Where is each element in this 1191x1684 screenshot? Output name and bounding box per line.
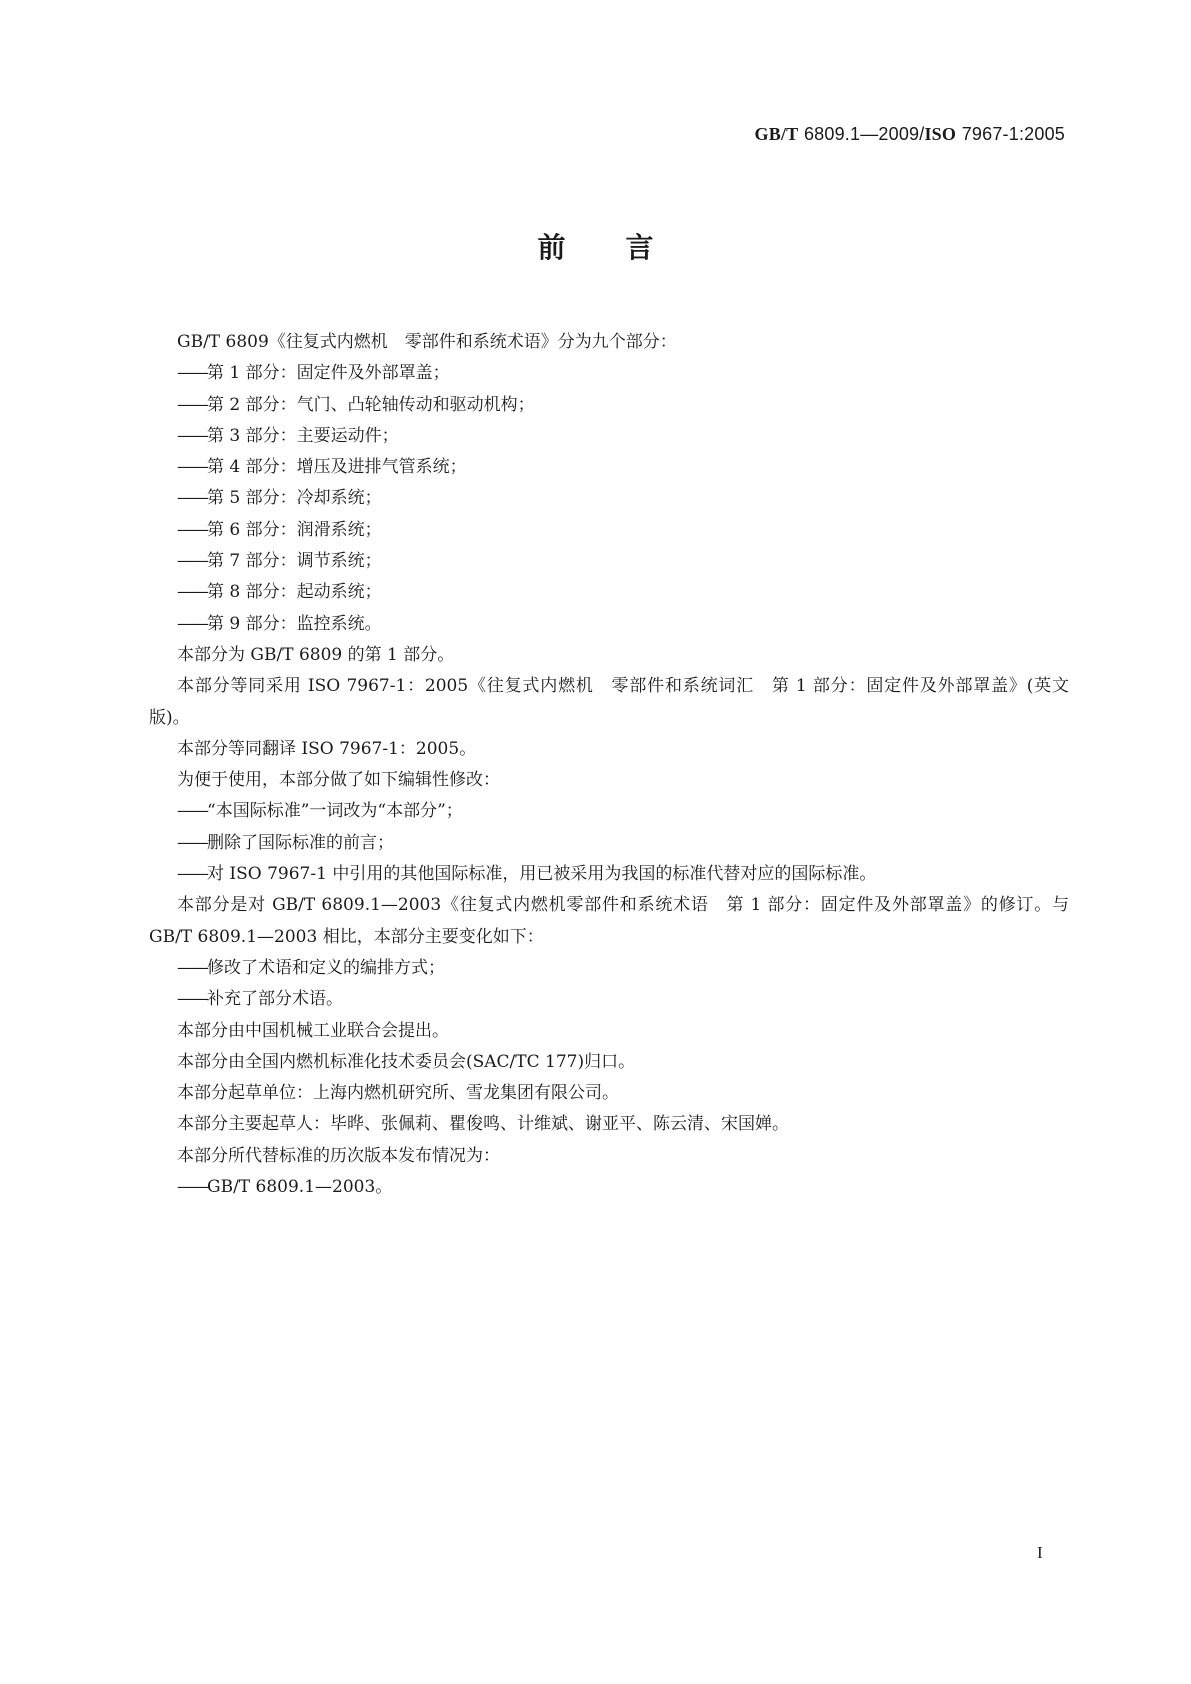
list-item: [149, 984, 1069, 1015]
dash-marker: ——: [177, 582, 207, 603]
list-item-text: 第 4 部分：增压及进排气管系统；: [207, 457, 467, 478]
paragraph: 本部分等同采用 ISO 7967-1：2005《往复式内燃机 零部件和系统词汇 第 1 部分：固定件及外部罩盖》(英文版)。: [149, 676, 1069, 728]
list-item-text: 补充了部分术语。: [207, 989, 343, 1010]
list-item: [149, 828, 1069, 859]
dash-marker: ——: [177, 1177, 207, 1198]
paragraph: 本部分为 GB/T 6809 的第 1 部分。: [177, 644, 455, 665]
iso-code-number: 7967-1:2005: [961, 124, 1065, 144]
list-item: [149, 577, 1069, 608]
list-item: [149, 452, 1069, 483]
dash-marker: ——: [177, 989, 207, 1010]
list-item-text: 第 5 部分：冷却系统；: [207, 488, 382, 509]
dash-marker: ——: [177, 551, 207, 572]
list-item: [149, 859, 1069, 890]
paragraph: 本部分起草单位：上海内燃机研究所、雪龙集团有限公司。: [177, 1083, 619, 1104]
list-item: [149, 483, 1069, 514]
dash-marker: ——: [177, 832, 207, 853]
list-item-text: 修改了术语和定义的编排方式；: [207, 957, 445, 978]
list-item-text: “本国际标准”一词改为“本部分”；: [207, 801, 463, 822]
list-item: [149, 390, 1069, 421]
list-item: [149, 546, 1069, 577]
paragraph: 本部分由全国内燃机标准化技术委员会(SAC/TC 177)归口。: [177, 1051, 636, 1072]
iso-code-prefix: ISO: [924, 124, 957, 144]
dash-marker: ——: [177, 488, 207, 509]
dash-marker: ——: [177, 457, 207, 478]
list-item-text: 第 9 部分：监控系统。: [207, 613, 382, 634]
paragraph: 为便于使用，本部分做了如下编辑性修改：: [177, 770, 500, 791]
page-title: 前言: [537, 231, 714, 264]
paragraph: 本部分主要起草人：毕晔、张佩莉、瞿俊鸣、计维斌、谢亚平、陈云清、宋国婵。: [177, 1114, 789, 1135]
standard-code-number: 6809.1—2009/: [803, 124, 925, 144]
standard-code-prefix: GB/T: [754, 124, 799, 144]
list-item: [149, 515, 1069, 546]
standard-code-header: [755, 124, 1065, 145]
list-item-text: 第 7 部分：调节系统；: [207, 551, 382, 572]
dash-marker: ——: [177, 613, 207, 634]
paragraph: GB/T 6809《往复式内燃机 零部件和系统术语》分为九个部分：: [177, 332, 677, 352]
foreword-body: [149, 327, 1069, 1203]
list-item: [149, 358, 1069, 389]
paragraph: 本部分等同翻译 ISO 7967-1：2005。: [177, 738, 477, 759]
dash-marker: ——: [177, 864, 207, 885]
list-item: [149, 609, 1069, 640]
list-item-text: 第 3 部分：主要运动件；: [207, 425, 399, 446]
list-item: [149, 1172, 1069, 1203]
list-item-text: 第 1 部分：固定件及外部罩盖；: [207, 363, 450, 384]
list-item-text: 第 8 部分：起动系统；: [207, 582, 382, 603]
dash-marker: ——: [177, 363, 207, 384]
dash-marker: ——: [177, 801, 207, 822]
list-item-text: 第 2 部分：气门、凸轮轴传动和驱动机构；: [207, 394, 535, 415]
dash-marker: ——: [177, 519, 207, 540]
dash-marker: ——: [177, 394, 207, 415]
paragraph: 本部分由中国机械工业联合会提出。: [177, 1020, 449, 1041]
list-item-text: 删除了国际标准的前言；: [207, 832, 394, 853]
paragraph: 本部分所代替标准的历次版本发布情况为：: [177, 1145, 500, 1166]
paragraph: 本部分是对 GB/T 6809.1—2003《往复式内燃机零部件和系统术语 第 1 部分：固定件及外部罩盖》的修订。与 GB/T 6809.1—2003 相比，本部分主要变化如下：: [149, 895, 1069, 947]
list-item-text: 对 ISO 7967-1 中引用的其他国际标准，用已被采用为我国的标准代替对应的国际标准。: [207, 864, 877, 885]
page-number: I: [1037, 1543, 1043, 1562]
list-item: [149, 421, 1069, 452]
list-item: [149, 953, 1069, 984]
list-item-text: 第 6 部分：润滑系统；: [207, 519, 382, 540]
list-item: [149, 796, 1069, 827]
dash-marker: ——: [177, 957, 207, 978]
dash-marker: ——: [177, 425, 207, 446]
list-item-text: GB/T 6809.1—2003。: [207, 1177, 393, 1198]
